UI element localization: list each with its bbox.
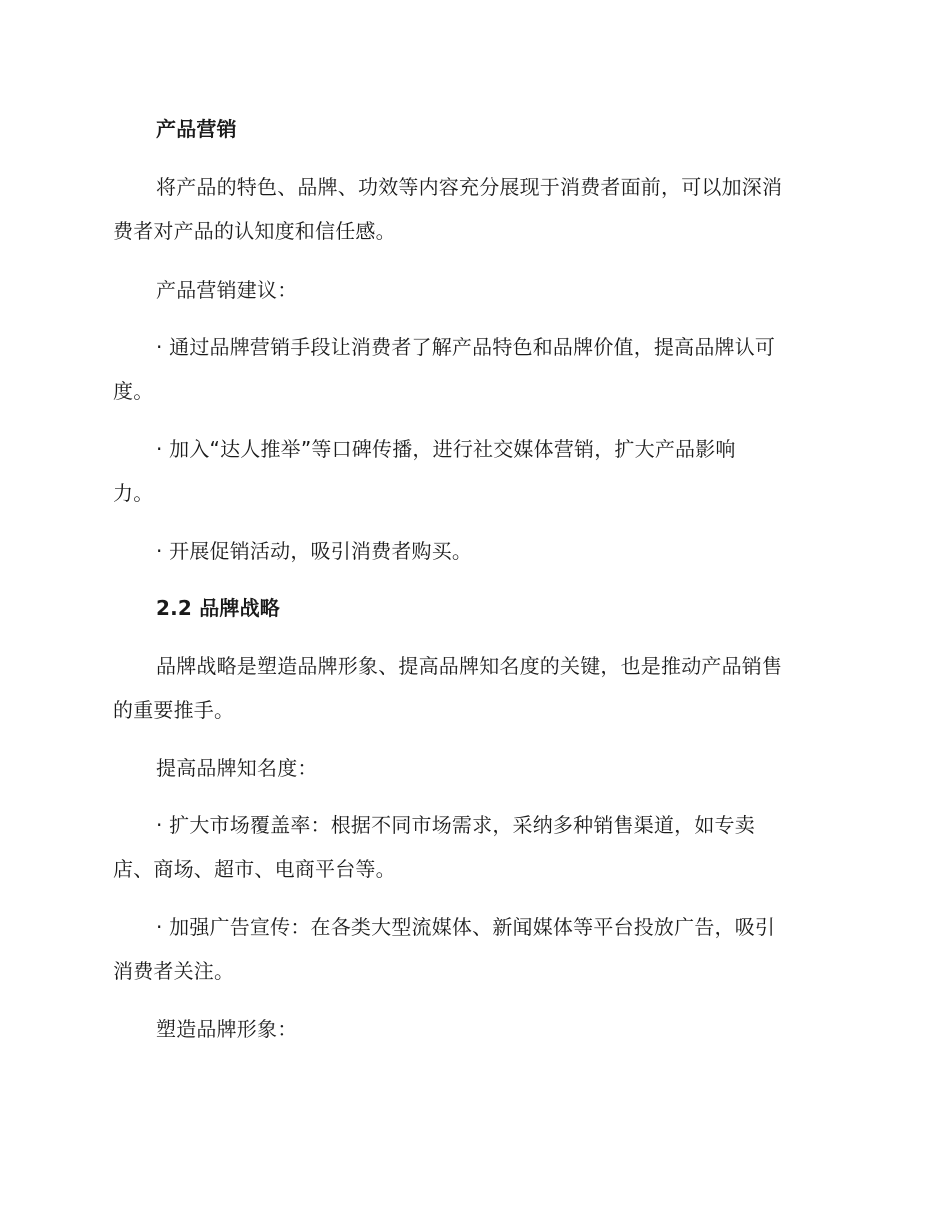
- bullet-line: 消费者关注。: [113, 959, 235, 983]
- bullet-item: [113, 325, 831, 413]
- bullet-line: 度。: [113, 379, 154, 403]
- paragraph-product-marketing: [113, 165, 831, 253]
- paragraph-suggestions-label: [113, 268, 831, 312]
- paragraph-brand-strategy: [113, 644, 831, 732]
- bullet-item: [113, 803, 831, 891]
- bullet-item: [113, 427, 831, 515]
- paragraph-line: 的重要推手。: [113, 698, 235, 722]
- bullet-line: 力。: [113, 481, 154, 505]
- bullet-line: · 开展促销活动，吸引消费者购买。: [156, 539, 473, 563]
- paragraph-line: 提高品牌知名度：: [156, 756, 318, 780]
- bullet-line: 店、商场、超市、电商平台等。: [113, 857, 396, 881]
- bullet-item: [113, 529, 831, 573]
- paragraph-line: 品牌战略是塑造品牌形象、提高品牌知名度的关键，也是推动产品销售: [156, 654, 783, 678]
- paragraph-brand-image-label: [113, 1007, 831, 1051]
- bullet-line: · 加强广告宣传：在各类大型流媒体、新闻媒体等平台投放广告，吸引: [156, 915, 776, 939]
- paragraph-line: 产品营销建议：: [156, 278, 298, 302]
- paragraph-brand-awareness-label: [113, 746, 831, 790]
- bullet-line: · 通过品牌营销手段让消费者了解产品特色和品牌价值，提高品牌认可: [156, 335, 776, 359]
- bullet-item: [113, 905, 831, 993]
- bullet-line: · 扩大市场覆盖率：根据不同市场需求，采纳多种销售渠道，如专卖: [156, 813, 755, 837]
- paragraph-line: 费者对产品的认知度和信任感。: [113, 219, 396, 243]
- paragraph-line: 将产品的特色、品牌、功效等内容充分展现于消费者面前，可以加深消: [156, 175, 783, 199]
- section-heading-brand-strategy: [113, 586, 831, 630]
- heading-text: 产品营销: [156, 117, 237, 141]
- section-heading-product-marketing: [113, 107, 831, 151]
- heading-text: 2.2 品牌战略: [156, 596, 280, 620]
- bullet-line: · 加入“达人推举”等口碑传播，进行社交媒体营销，扩大产品影响: [156, 437, 736, 461]
- paragraph-line: 塑造品牌形象：: [156, 1017, 298, 1041]
